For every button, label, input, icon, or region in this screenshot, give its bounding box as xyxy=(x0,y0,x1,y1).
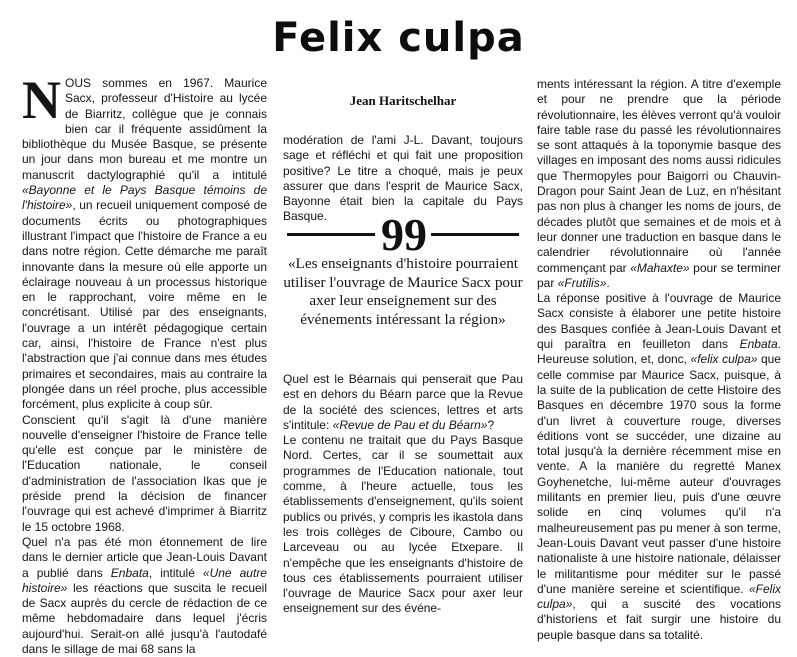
divider-line xyxy=(287,233,375,236)
phrase: «Felix culpa» xyxy=(537,581,781,612)
paragraph xyxy=(537,77,781,291)
column-2-bottom xyxy=(283,372,523,617)
text-run: , qui a suscité des vocations d'historiens et fait surgir une histoire du peuple basque dans sa totalité. xyxy=(537,597,781,642)
quote-mark-icon: 99 xyxy=(381,209,427,260)
book-title: «Bayonne et le Pays Basque témoins de l'histoire» xyxy=(22,183,267,213)
pull-quote: «Les enseignants d'histoire pourraient utiliser l'ouvrage de Maurice Sacx pour axer leur enseignement sur des événements intéressant la région» xyxy=(283,255,523,328)
text-run: ments intéressant la région. A titre d'exemple et pour ne prendre que la période révolutionnaire, les élèves verront qu'à vouloir faire table rase du passé les révolutionnaires se sont attaqués à la toponymie basque des villages en imposant des noms aussi ridicules que Thermopyles pour Baigorri ou Chauvin-Dragon pour Saint Jean de Luz, en n'hésitant pas non plus à changer les noms de jours, de décades plutôt que semaines et de mois et à leur donner une traduction en basque dans le calendrier révolutionnaire où l'année commençant par xyxy=(537,77,781,275)
text-run: , un recueil uniquement composé de documents écrits ou photographiques illustrant l'impact que l'histoire de France a eu dans notre région. Cette démarche me paraît innovante dans la mesure où elle apporte un éclairage nouveau à un processus historique en le rapprochant, voire même en le concrétisant. Utilisé par des enseignants, l'ouvrage a un intérêt pédagogique certain car, ainsi, l'histoire de France n'est plus l'abstraction que j'ai connue dans mes études primaires et secondaires, mais au contraire la plongée dans un réel proche, plus accessible forcément, plus explicite à coup sûr. xyxy=(22,198,267,412)
month-name: «Frutilis» xyxy=(557,275,607,290)
text-run: ? xyxy=(487,417,495,432)
publication-name: Enbata xyxy=(739,337,778,352)
text-run: Quel n'a pas été mon étonnement de lire dans le dernier article que Jean-Louis Davant a publié dans xyxy=(22,534,267,580)
text-run: les réactions que suscita le recueil de Sacx auprès du cercle de rédaction de ce même hebdomadaire dans lequel j'écris aujourd'hui. Serait-on allé jusqu'à l'autodafé dans le sillage de mai 68 sans la xyxy=(22,580,267,656)
text-run: pour se terminer par xyxy=(537,260,782,290)
drop-cap: N xyxy=(22,70,61,130)
text-run: , intitulé xyxy=(148,565,203,580)
text-run: Quel est le Béarnais qui penserait que Pau est en dehors du Béarn parce que la Revue de la société des sciences, lettres et arts s'intitule: xyxy=(283,372,523,432)
paragraph: modération de l'ami J-L. Davant, toujours sage et réfléchi et qui fait une proposition positive? Le titre a choqué, mais je peux assurer que dans l'esprit de Maurice Sacx, Bayonne était bien la capitale du Pays Basque. xyxy=(283,133,523,224)
text-run: . Heureuse solution, et, donc, xyxy=(537,337,781,367)
paragraph xyxy=(283,372,523,433)
paragraph: Le contenu ne traitait que du Pays Basque Nord. Certes, car il se soumettait aux programmes de l'Education nationale, tout comme, à l'heure actuelle, tous les établissements d'enseignement, qu'ils soient publics ou privés, y compris les ikastola dans les trois collèges de Ciboure, Cambo ou Larceveau ou au lycée Etxepare. Il n'empêche que les enseignants d'histoire de tous ces établissements pourraient utiliser l'ouvrage de Maurice Sacx pour axer leur enseignement sur des événe- xyxy=(283,433,523,616)
paragraph xyxy=(22,535,267,657)
article-title: Felix culpa xyxy=(272,15,525,61)
column-1 xyxy=(22,70,267,657)
publication-name: Enbata xyxy=(110,565,149,580)
column-3 xyxy=(537,77,781,643)
publication-name: «Revue de Pau et du Béarn» xyxy=(332,417,488,432)
month-name: «Mahaxte» xyxy=(630,260,690,275)
article-reference: «Une autre histoire» xyxy=(22,565,267,595)
paragraph: Conscient qu'il s'agit là d'une manière nouvelle d'enseigner l'histoire de France telle qu'elle est conçue par le ministère de l'Education nationale, le conseil d'administration de l'association Ikas que je préside prend la décision de financer l'ouvrage qui est achevé d'imprimer à Biarritz le 15 octobre 1968. xyxy=(22,412,267,534)
text-run: que celle commise par Maurice Sacx, puisque, à la suite de la publication de cette Histoire des Basques en décembre 1970 sous la forme d'un livret à couverture rouge, diverses éditions vont se succéder, une dizaine au total jusqu'à la dernière récemment mise en vente. A la manière du regretté Manex Goyhenetche, lui-même auteur d'ouvrages militants en premier lieu, puis d'une œuvre solide en cinq volumes qu'il n'a malheureusement pas pu mener à son terme, Jean-Louis Davant veut passer d'une histoire nationaliste à une histoire nationale, délaisser le militantisme pour méditer sur le passé d'une manière sereine et scientifique. xyxy=(537,352,781,596)
author-byline: Jean Haritschelhar xyxy=(349,93,457,108)
text-run: . xyxy=(606,275,610,290)
quote-divider xyxy=(283,209,523,260)
divider-line xyxy=(431,233,519,236)
text-run: OUS sommes en 1967. Maurice Sacx, professeur d'Histoire au lycée de Biarritz, collègue que je connais bien car il fréquente assidûment la bibliothèque du Musée Basque, se présente un jour dans mon bureau et me montre un manuscrit dactylographié qu'il a intitulé xyxy=(22,76,267,182)
paragraph xyxy=(537,291,781,643)
text-run: La réponse positive à l'ouvrage de Maurice Sacx consiste à élaborer une petite histoire des Basques confiée à Jean-Louis Davant et qui paraîtra en feuilleton dans xyxy=(537,291,781,352)
phrase: «felix culpa» xyxy=(690,352,758,367)
